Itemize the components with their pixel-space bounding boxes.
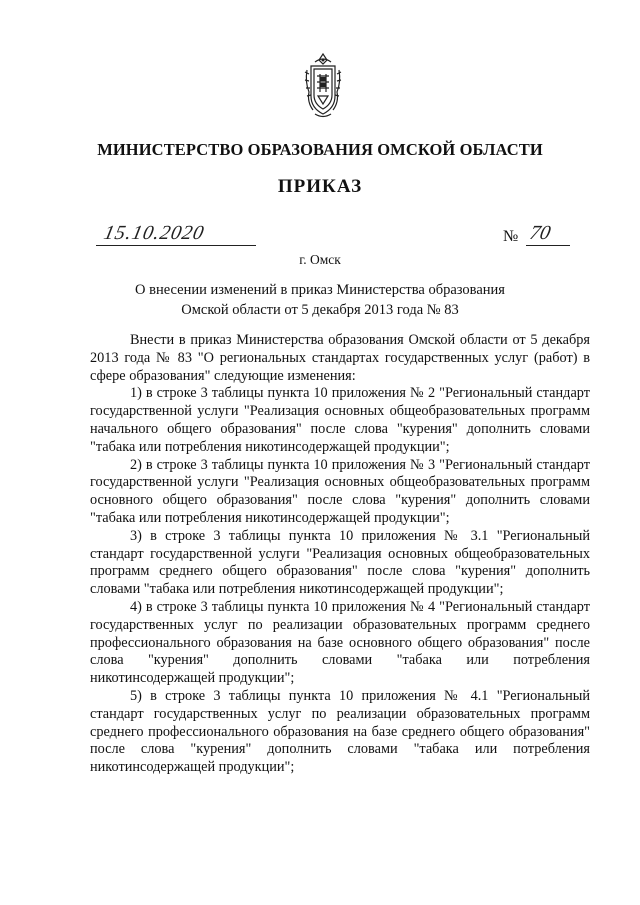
document-subject <box>0 280 640 320</box>
ministry-name: МИНИСТЕРСТВО ОБРАЗОВАНИЯ ОМСКОЙ ОБЛАСТИ <box>97 140 543 159</box>
document-number: 70 <box>527 222 553 244</box>
body-item-3: 3) в строке 3 таблицы пункта 10 приложения № 3.1 "Региональный стандарт государственной услуги "Реализация основных общеобразовательных программ среднего общего образования" после слова "курения" дополнить словами "табака или потребления никотинсодержащей продукции"; <box>90 527 590 598</box>
document-body <box>90 332 590 777</box>
subject-line-2: Омской области от 5 декабря 2013 года № 83 <box>181 302 459 318</box>
body-item-5: 5) в строке 3 таблицы пункта 10 приложения № 4.1 "Региональный стандарт государственных услуг по реализации образовательных программ среднего профессионального образования на базе среднего общего образования" после слова "курения" дополнить словами "табака или потребления никотинсодержащей продукции"; <box>90 687 590 776</box>
body-item-2: 2) в строке 3 таблицы пункта 10 приложения № 3 "Региональный стандарт государственной услуги "Реализация основных общеобразовательных программ основного общего образования" после слова "курения" дополнить словами "табака или потребления никотинсодержащей продукции"; <box>90 456 590 526</box>
coat-of-arms-icon <box>303 52 343 120</box>
body-intro: Внести в приказ Министерства образования Омской области от 5 декабря 2013 года № 83 "О региональных стандартах государственных услуг (работ) в сфере образования" следующие изменения: <box>90 332 590 384</box>
city: г. Омск <box>299 252 341 267</box>
body-item-1: 1) в строке 3 таблицы пункта 10 приложения № 2 "Региональный стандарт государственной услуги "Реализация основных общеобразовательных программ начального общего образования" после слова "курения" дополнить словами "табака или потребления никотинсодержащей продукции"; <box>90 385 590 455</box>
number-underline <box>526 245 570 246</box>
body-item-4: 4) в строке 3 таблицы пункта 10 приложения № 4 "Региональный стандарт государственных услуг по реализации образовательных программ среднего профессионального образования на базе основного общего образования" после слова "курения" дополнить словами "табака или потребления никотинсодержащей продукции"; <box>90 598 590 687</box>
document-date: 15.10.2020 <box>101 222 207 244</box>
date-underline <box>96 245 256 246</box>
number-label: № <box>503 228 519 245</box>
document-type: ПРИКАЗ <box>277 176 363 197</box>
subject-line-1: О внесении изменений в приказ Министерства образования <box>135 282 505 298</box>
